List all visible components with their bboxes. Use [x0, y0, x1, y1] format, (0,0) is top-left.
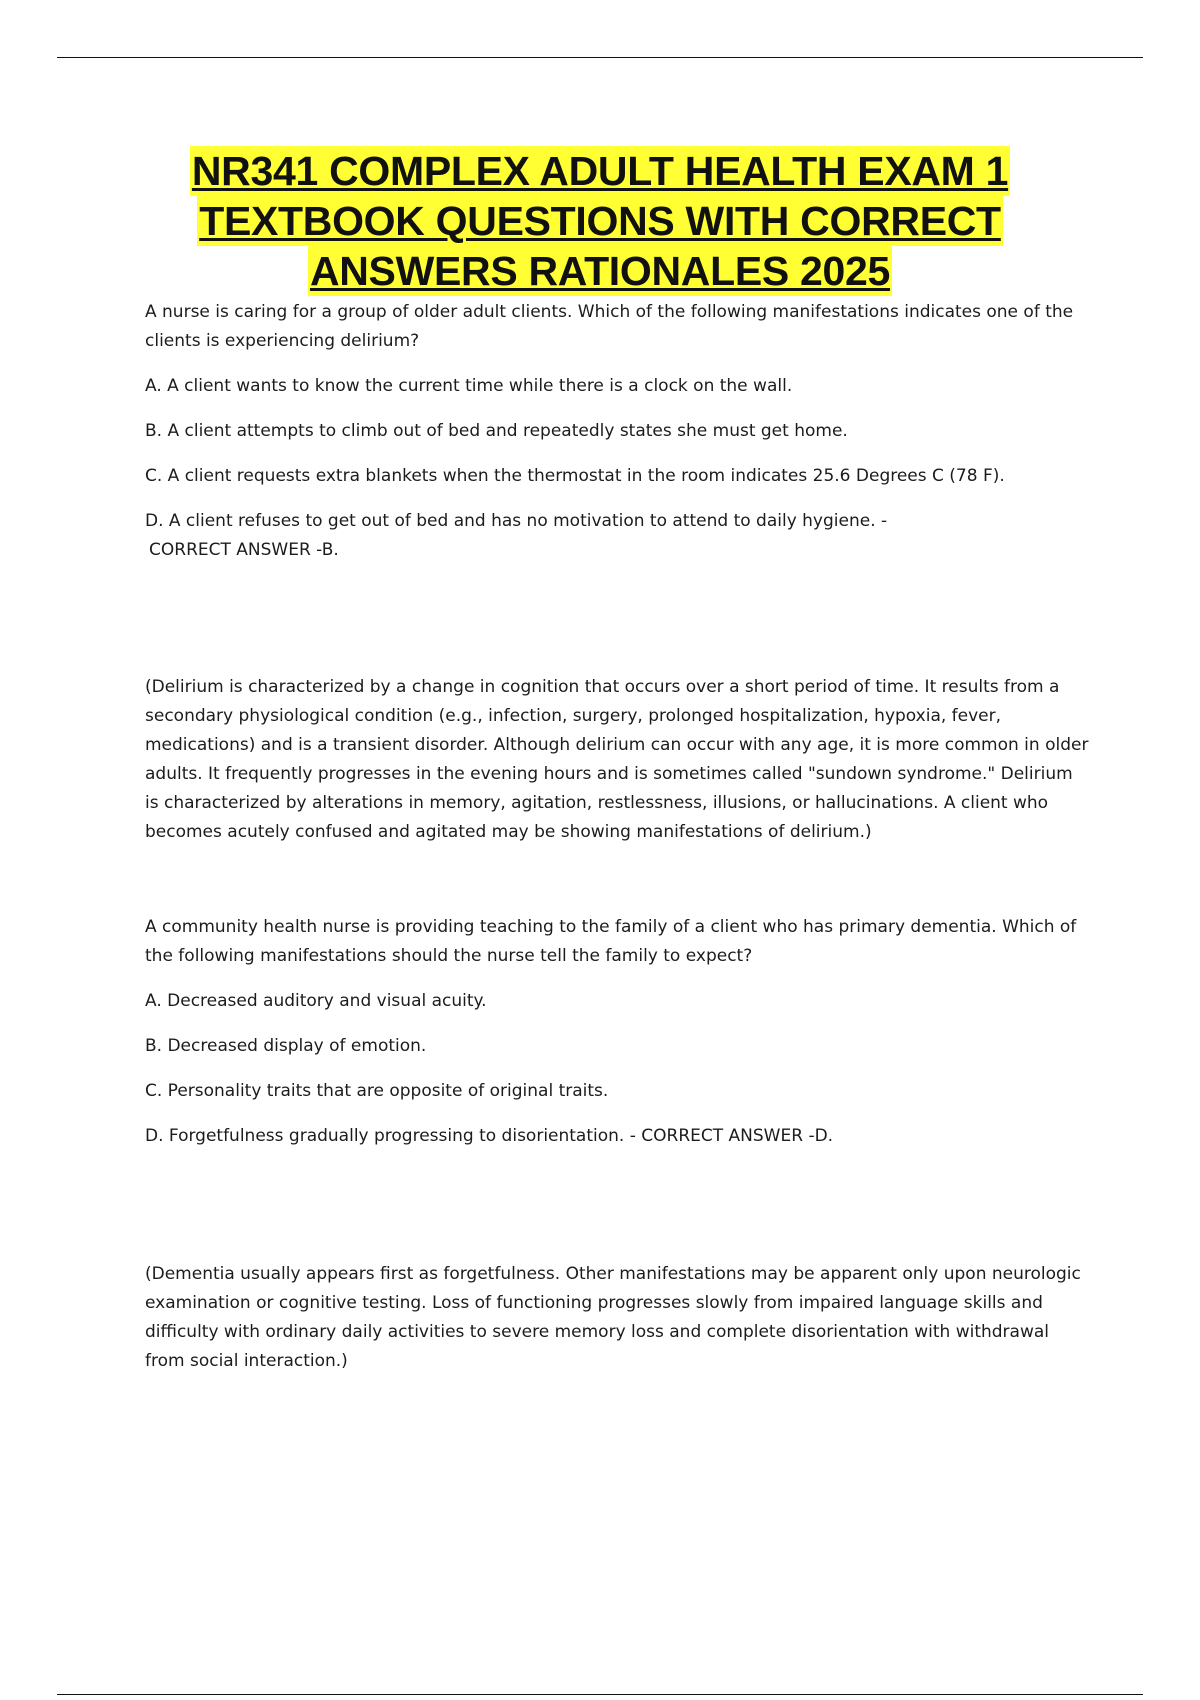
document-title	[120, 146, 1080, 296]
question-2-option-b: B. Decreased display of emotion.	[145, 1036, 427, 1056]
question-1-option-d: D. A client refuses to get out of bed and has no motivation to attend to daily hygiene. -	[145, 511, 888, 531]
question-1-correct-answer: CORRECT ANSWER -B.	[149, 540, 339, 560]
question-1-option-c: C. A client requests extra blankets when the thermostat in the room indicates 25.6 Degrees C (78 F).	[145, 466, 1005, 486]
question-1-rationale-text: (Delirium is characterized by a change in cognition that occurs over a short period of time. It results from a secondary physiological condition (e.g., infection, surgery, prolonged hospitalization, hypoxia, fever, medications) and is a transient disorder. Although delirium can occur with any age, it is more common in older adults. It frequently progresses in the evening hours and is sometimes called "sundown syndrome." Delirium is characterized by alterations in memory, agitation, restlessness, illusions, or hallucinations. A client who becomes acutely confused and agitated may be showing manifestations of delirium.)	[145, 677, 1089, 842]
title-line-3: ANSWERS RATIONALES 2025	[309, 248, 891, 294]
question-2	[145, 913, 1090, 1151]
title-line-2: TEXTBOOK QUESTIONS WITH CORRECT	[199, 198, 1001, 244]
title-line-1: NR341 COMPLEX ADULT HEALTH EXAM 1	[191, 148, 1009, 194]
question-1-rationale	[145, 673, 1090, 847]
question-2-option-a: A. Decreased auditory and visual acuity.	[145, 991, 487, 1011]
question-1-stem: A nurse is caring for a group of older adult clients. Which of the following manifestations indicates one of the clients is experiencing delirium?	[145, 302, 1074, 351]
question-2-stem: A community health nurse is providing teaching to the family of a client who has primary dementia. Which of the following manifestations should the nurse tell the family to expect?	[145, 917, 1077, 966]
question-2-rationale	[145, 1260, 1090, 1376]
question-1-option-a: A. A client wants to know the current time while there is a clock on the wall.	[145, 376, 793, 396]
top-rule	[57, 57, 1143, 58]
question-1	[145, 298, 1090, 565]
bottom-rule	[57, 1694, 1143, 1695]
question-1-option-b: B. A client attempts to climb out of bed and repeatedly states she must get home.	[145, 421, 848, 441]
question-2-option-c: C. Personality traits that are opposite of original traits.	[145, 1081, 609, 1101]
question-2-option-d: D. Forgetfulness gradually progressing to disorientation. - CORRECT ANSWER -D.	[145, 1126, 834, 1146]
question-2-rationale-text: (Dementia usually appears first as forgetfulness. Other manifestations may be apparent only upon neurologic examination or cognitive testing. Loss of functioning progresses slowly from impaired language skills and difficulty with ordinary daily activities to severe memory loss and complete disorientation with withdrawal from social interaction.)	[145, 1264, 1081, 1371]
